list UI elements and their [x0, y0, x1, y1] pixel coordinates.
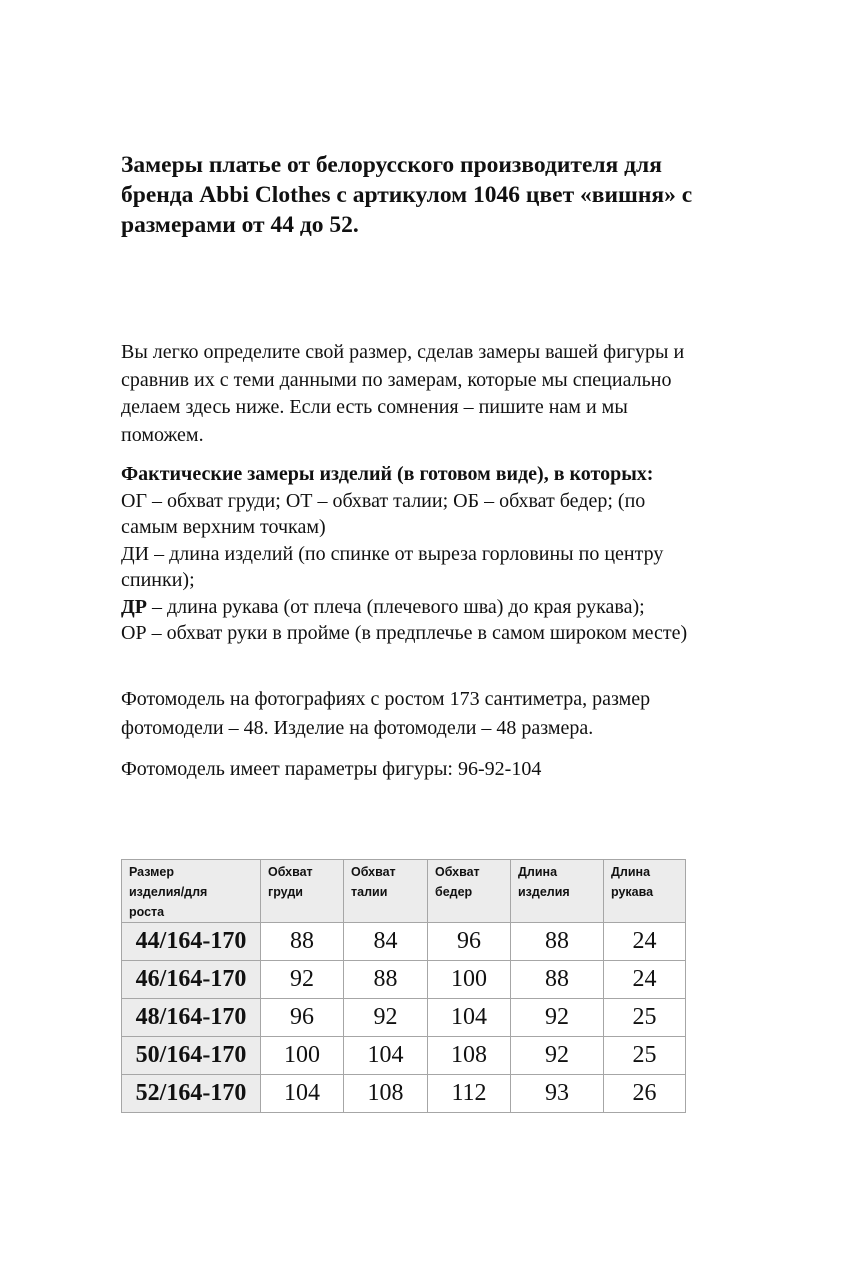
waist-cell: 104 — [344, 1037, 428, 1075]
hips-cell: 96 — [428, 923, 511, 961]
header-line: рукава — [611, 885, 654, 899]
header-line: бедер — [435, 885, 473, 899]
table-row — [122, 1075, 686, 1113]
header-line: Обхват — [351, 865, 396, 879]
table-row — [122, 961, 686, 999]
length-cell: 92 — [511, 999, 604, 1037]
model-line: Фотомодель на фотографиях с ростом 173 сантиметра, размер — [121, 688, 651, 710]
intro-line: поможем. — [121, 423, 204, 446]
header-line: роста — [129, 905, 165, 919]
legend-dr-abbr: ДР — [121, 595, 147, 618]
intro-paragraph — [121, 339, 801, 449]
legend-dr-text: – длина рукава (от плеча (плечевого шва) до края рукава); — [146, 595, 645, 618]
title-line: размерами от 44 до 52. — [121, 212, 359, 238]
chest-cell: 96 — [261, 999, 344, 1037]
header-line: Длина — [611, 865, 651, 879]
hips-cell: 104 — [428, 999, 511, 1037]
header-chest — [261, 860, 344, 923]
header-waist — [344, 860, 428, 923]
header-hips — [428, 860, 511, 923]
waist-cell: 88 — [344, 961, 428, 999]
size-cell: 50/164-170 — [122, 1037, 261, 1075]
size-cell: 44/164-170 — [122, 923, 261, 961]
header-sleeve — [604, 860, 686, 923]
hips-cell: 100 — [428, 961, 511, 999]
sleeve-cell: 25 — [604, 1037, 686, 1075]
waist-cell: 108 — [344, 1075, 428, 1113]
header-line: изделия/для — [129, 885, 208, 899]
model-info — [121, 685, 801, 743]
table-header-row — [122, 860, 686, 923]
header-line: Обхват — [435, 865, 480, 879]
legend-di-continuation: спинки); — [121, 569, 195, 591]
size-cell: 46/164-170 — [122, 961, 261, 999]
header-line: Обхват — [268, 865, 313, 879]
hips-cell: 112 — [428, 1075, 511, 1113]
sleeve-cell: 24 — [604, 923, 686, 961]
sleeve-cell: 24 — [604, 961, 686, 999]
chest-cell: 88 — [261, 923, 344, 961]
legend-dr-line — [121, 594, 821, 621]
table-row — [122, 1037, 686, 1075]
legend-heading: Фактические замеры изделий (в готовом виде), в которых: — [121, 463, 654, 485]
header-line: Длина — [518, 865, 558, 879]
title-line: бренда Abbi Clothes с артикулом 1046 цвет «вишня» с — [121, 182, 693, 208]
legend-or-line: ОР – обхват руки в пройме (в предплечье в самом широком месте) — [121, 622, 688, 644]
table-row — [122, 999, 686, 1037]
waist-cell: 84 — [344, 923, 428, 961]
sleeve-cell: 26 — [604, 1075, 686, 1113]
hips-cell: 108 — [428, 1037, 511, 1075]
chest-cell: 104 — [261, 1075, 344, 1113]
measurement-legend — [121, 461, 821, 647]
intro-line: Вы легко определите свой размер, сделав замеры вашей фигуры и — [121, 341, 685, 363]
length-cell: 88 — [511, 923, 604, 961]
page-title — [121, 150, 781, 240]
header-line: Размер — [129, 865, 175, 879]
model-parameters: Фотомодель имеет параметры фигуры: 96-92-104 — [121, 758, 542, 780]
table-row — [122, 923, 686, 961]
legend-og-continuation: самым верхним точкам) — [121, 516, 326, 538]
header-line: изделия — [518, 885, 570, 899]
waist-cell: 92 — [344, 999, 428, 1037]
chest-cell: 92 — [261, 961, 344, 999]
length-cell: 92 — [511, 1037, 604, 1075]
header-line: груди — [268, 885, 303, 899]
header-line: талии — [351, 885, 388, 899]
model-line: фотомодели – 48. Изделие на фотомодели – 48 размера. — [121, 717, 594, 739]
size-cell: 48/164-170 — [122, 999, 261, 1037]
intro-line: сравнив их с теми данными по замерам, которые мы специально — [121, 368, 672, 391]
title-line: Замеры платье от белорусского производителя для — [121, 152, 662, 178]
header-size — [122, 860, 261, 923]
size-cell: 52/164-170 — [122, 1075, 261, 1113]
chest-cell: 100 — [261, 1037, 344, 1075]
header-length — [511, 860, 604, 923]
length-cell: 93 — [511, 1075, 604, 1113]
intro-line: делаем здесь ниже. Если есть сомнения – пишите нам и мы — [121, 396, 628, 418]
legend-di-line: ДИ – длина изделий (по спинке от выреза горловины по центру — [121, 542, 664, 565]
legend-og-line: ОГ – обхват груди; ОТ – обхват талии; ОБ – обхват бедер; (по — [121, 489, 646, 512]
length-cell: 88 — [511, 961, 604, 999]
size-table — [121, 859, 686, 1113]
sleeve-cell: 25 — [604, 999, 686, 1037]
